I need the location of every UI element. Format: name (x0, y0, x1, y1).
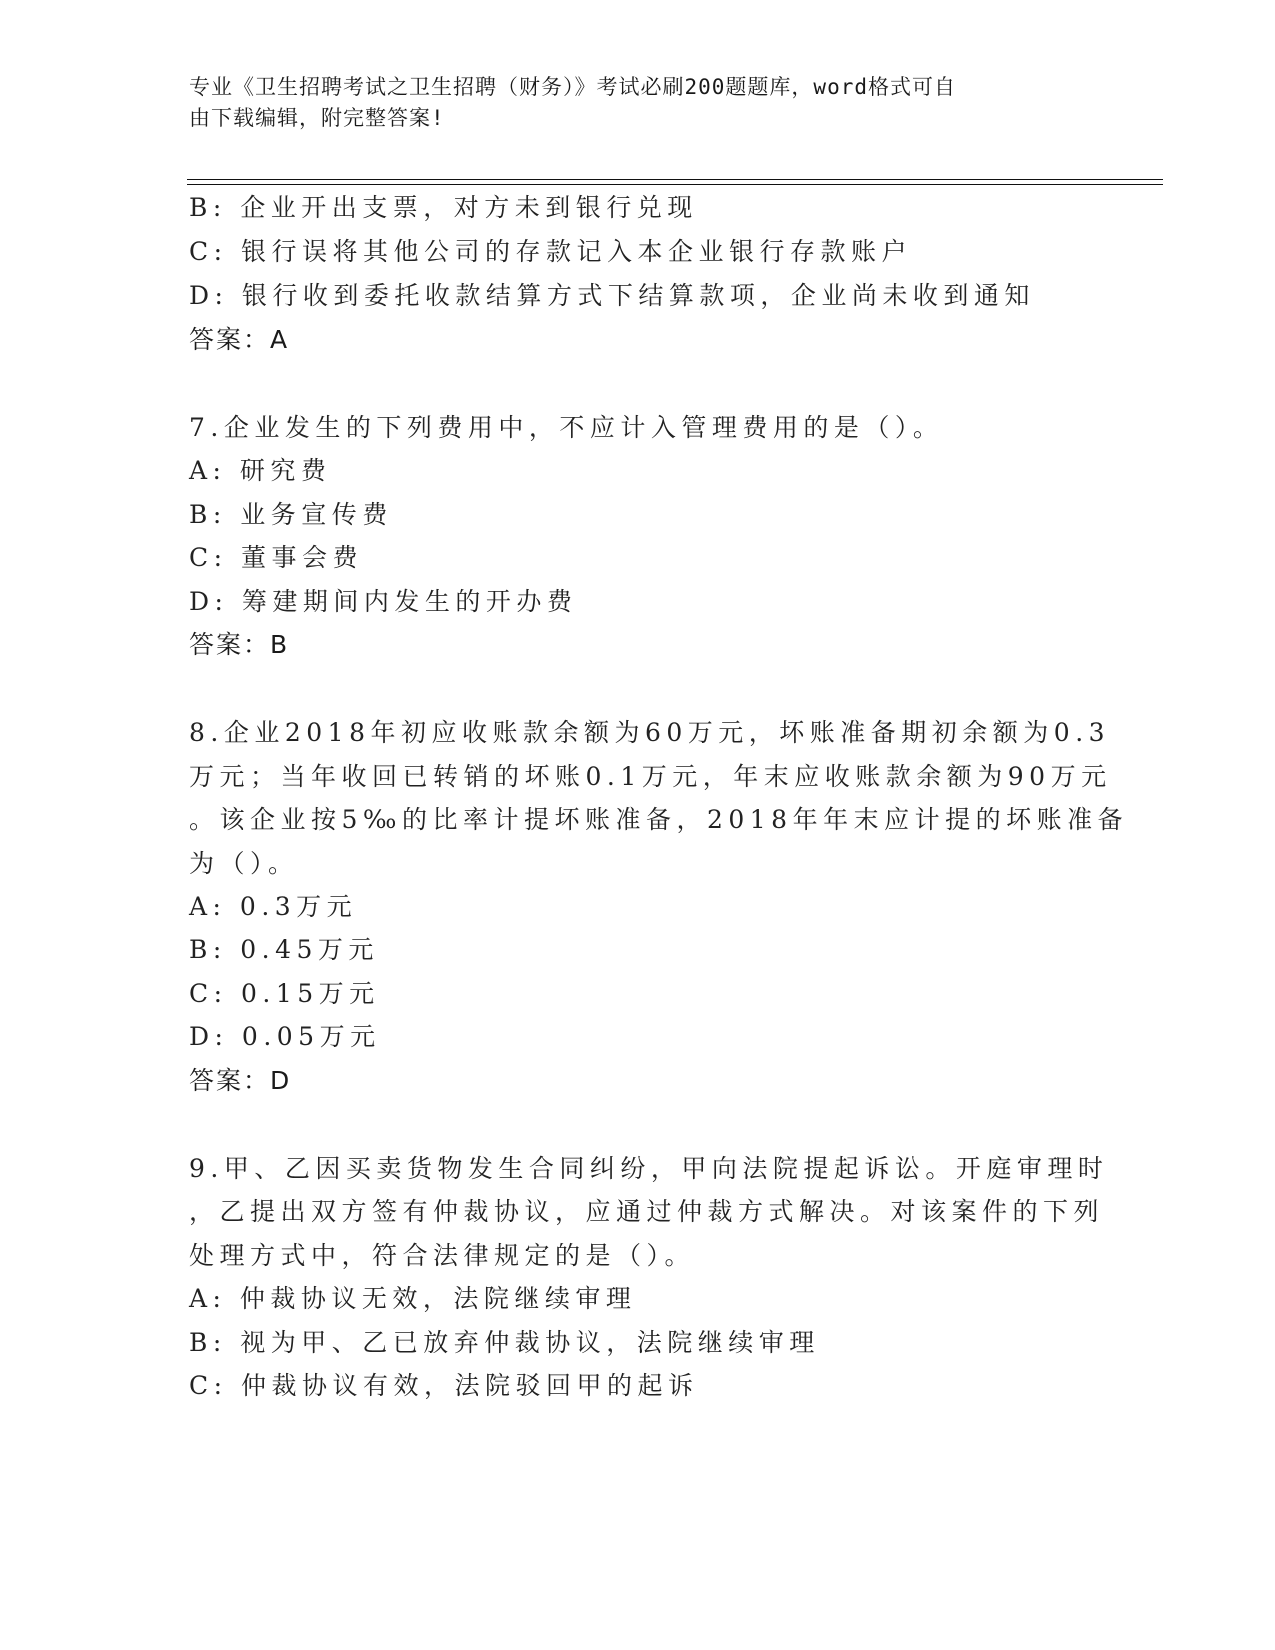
q7-option-b: B: 业务宣传费 (189, 500, 393, 529)
q8-stem-line-1: 8.企业2018年初应收账款余额为60万元，坏账准备期初余额为0.3 (189, 718, 1111, 747)
q8-option-a: A: 0.3万元 (189, 892, 358, 921)
q9-option-b: B: 视为甲、乙已放弃仲裁协议，法院继续审理 (189, 1328, 820, 1357)
q8-option-d: D: 0.05万元 (189, 1022, 381, 1051)
q6-option-d: D: 银行收到委托收款结算方式下结算款项，企业尚未收到通知 (189, 281, 1035, 310)
q6-option-b: B: 企业开出支票，对方未到银行兑现 (189, 193, 698, 222)
header-line-2: 由下载编辑，附完整答案! (189, 106, 445, 130)
q9-stem-line-1: 9.甲、乙因买卖货物发生合同纠纷，甲向法院提起诉讼。开庭审理时 (189, 1154, 1109, 1183)
q7-answer: 答案：B (189, 630, 290, 659)
q6-option-c: C: 银行误将其他公司的存款记入本企业银行存款账户 (189, 237, 913, 266)
document-header (189, 72, 1069, 134)
q8-stem-line-3: 。该企业按5‰的比率计提坏账准备，2018年年末应计提的坏账准备 (189, 805, 1129, 834)
q7-option-d: D: 筹建期间内发生的开办费 (189, 587, 578, 616)
q8-answer: 答案：D (189, 1066, 292, 1095)
q9-stem-line-3: 处理方式中，符合法律规定的是（）。 (189, 1241, 696, 1270)
q9-option-a: A: 仲裁协议无效，法院继续审理 (189, 1284, 637, 1313)
header-line-1: 专业《卫生招聘考试之卫生招聘（财务）》考试必刷200题题库，word格式可自 (189, 75, 956, 99)
q8-option-c: C: 0.15万元 (189, 979, 380, 1008)
q8-stem-line-2: 万元；当年收回已转销的坏账0.1万元，年末应收账款余额为90万元 (189, 762, 1112, 791)
q9-option-c: C: 仲裁协议有效，法院驳回甲的起诉 (189, 1371, 699, 1400)
q6-answer: 答案：A (189, 325, 290, 354)
q8-option-b: B: 0.45万元 (189, 935, 379, 964)
q8-stem-line-4: 为（）。 (189, 849, 299, 878)
q7-option-c: C: 董事会费 (189, 543, 363, 572)
header-divider-bottom (187, 184, 1163, 185)
q9-stem-line-2: ，乙提出双方签有仲裁协议，应通过仲裁方式解决。对该案件的下列 (189, 1197, 1105, 1226)
q7-stem: 7.企业发生的下列费用中，不应计入管理费用的是（）。 (189, 413, 944, 442)
header-divider-top (187, 179, 1163, 180)
q7-option-a: A: 研究费 (189, 456, 332, 485)
